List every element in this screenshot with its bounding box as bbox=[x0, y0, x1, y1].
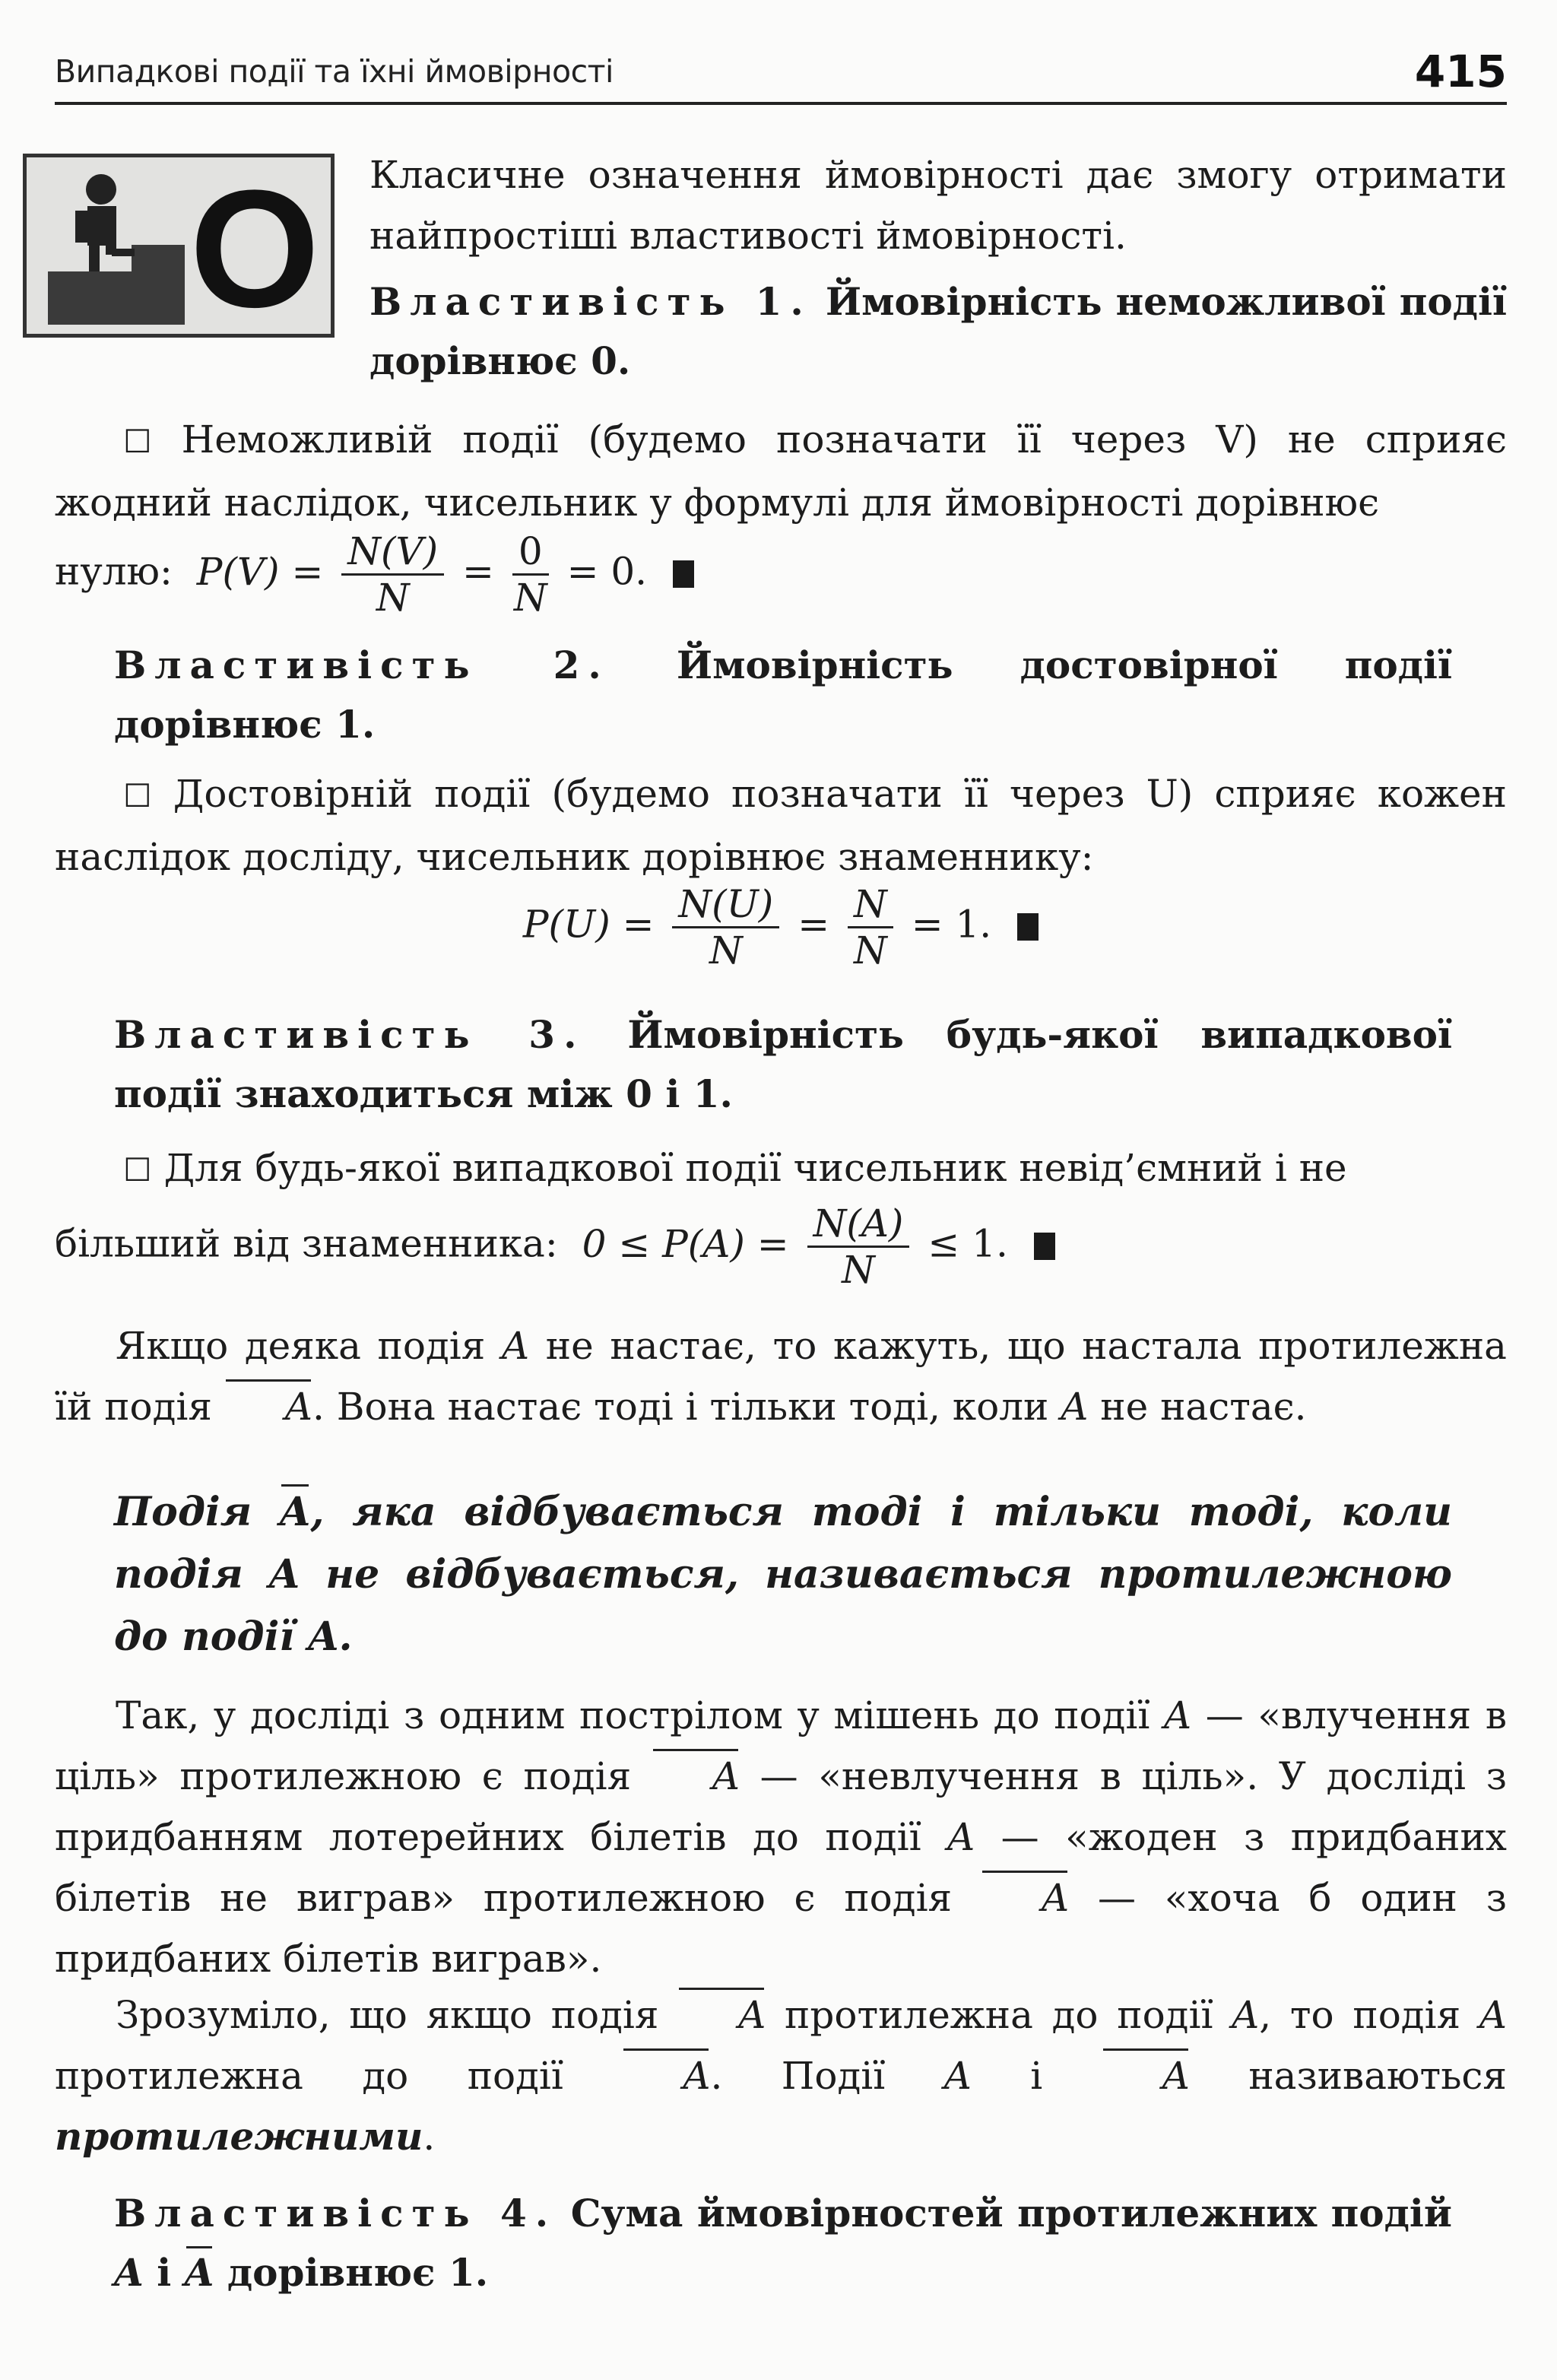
a-bar-symbol: A bbox=[652, 1746, 740, 1807]
study-icon bbox=[23, 154, 335, 338]
intro-paragraph: Класичне означення ймовірності дає змогу отримати найпростіші властивості ймовірності. bbox=[369, 153, 1507, 258]
proof-start-square-icon: ☐ bbox=[123, 1151, 152, 1188]
proof-end-square-icon bbox=[1017, 913, 1039, 941]
a-bar-symbol: A bbox=[224, 1376, 312, 1437]
opposite-event-intro: Якщо деяка подія A не настає, то кажуть, що настала протилежна їй подія A. Вона настає тоді і тільки тоді, коли A не настає. bbox=[55, 1315, 1507, 1437]
property-2-label: Властивість 2. bbox=[114, 643, 610, 687]
proof-1-text: Неможливій події (будемо позначати її через V) не сприяє жодний наслідок, чисельник у формулі для ймовірності дорівнює bbox=[55, 417, 1507, 525]
proof-end-square-icon bbox=[673, 560, 694, 588]
formula-2-lhs: P(U) = bbox=[522, 902, 655, 947]
fraction-nv-over-n: $\frac{N(V)}{N}$ bbox=[341, 529, 444, 620]
property-1-statement bbox=[369, 272, 1507, 391]
property-3-statement bbox=[114, 1005, 1452, 1124]
a-bar-symbol: A bbox=[280, 1481, 310, 1544]
formula-2-end: = 1. bbox=[911, 902, 992, 947]
term-opposite: протилежними bbox=[55, 2114, 423, 2159]
a-bar-symbol: A bbox=[185, 2243, 214, 2302]
a-bar-symbol: A bbox=[677, 1985, 766, 2045]
formula-1: нулю: P(V) = $\frac{N(V)}{N}$ = $\frac{0}{N}$ = 0. bbox=[55, 529, 1507, 620]
property-3-text: Ймовірність будь-якої випадкової події знаходиться між 0 і 1. bbox=[114, 1012, 1453, 1116]
opposite-event-definition: Подія A, яка відбувається тоді і тільки тоді, коли подія A не відбувається, називається протилежною до події A. bbox=[114, 1481, 1452, 1668]
a-bar-symbol: A bbox=[1102, 2045, 1190, 2106]
a-bar-symbol: A bbox=[622, 2045, 710, 2106]
section-title: Випадкові події та їхні ймовірності bbox=[55, 53, 614, 90]
page-number: 415 bbox=[1414, 46, 1507, 97]
formula-1-lhs: P(V) = bbox=[196, 549, 324, 594]
mutual-opposite-paragraph: Зрозуміло, що якщо подія A протилежна до події A, то подія A протилежна до події A. Події A і A називаються протилежними. bbox=[55, 1985, 1507, 2167]
proof-end-square-icon bbox=[1034, 1233, 1055, 1260]
formula-3-prefix: більший від знаменника: bbox=[55, 1221, 558, 1266]
property-3-label: Властивість 3. bbox=[114, 1012, 585, 1057]
property-2-statement bbox=[114, 636, 1452, 754]
examples-paragraph: Так, у досліді з одним пострілом у мішень до події A — «влучення в ціль» протилежною є подія A — «невлучення в ціль». У досліді з придбанням лотерейних білетів до події A — «жоден з придбаних білетів не виграв» протилежною є подія A — «хоча б один з придбаних білетів виграв». bbox=[55, 1693, 1507, 1981]
proof-2-text: Достовірній події (будемо позначати її через U) сприяє кожен наслідок досліду, чисельник дорівнює знаменнику: bbox=[55, 772, 1507, 879]
fraction-n-over-n: $\frac{N}{N}$ bbox=[848, 882, 893, 973]
person-climbing-stairs-icon bbox=[27, 157, 331, 334]
fraction-nu-over-n: $\frac{N(U)}{N}$ bbox=[672, 882, 779, 973]
formula-3 bbox=[55, 1201, 1507, 1292]
fraction-0-over-n: $\frac{0}{N}$ bbox=[512, 529, 549, 620]
property-2-proof bbox=[55, 763, 1507, 887]
property-2-text: Ймовірність достовірної події дорівнює 1. bbox=[114, 643, 1452, 747]
proof-start-square-icon: ☐ bbox=[123, 777, 152, 814]
running-header bbox=[55, 47, 1507, 105]
formula-1-prefix: нулю: bbox=[55, 549, 173, 594]
proof-start-square-icon: ☐ bbox=[123, 423, 152, 460]
property-4-statement: Властивість 4. Сума ймовірностей протилежних подій A і A дорівнює 1. bbox=[114, 2184, 1452, 2302]
formula-3-end: ≤ 1. bbox=[928, 1221, 1008, 1266]
letter-o: O bbox=[189, 157, 320, 334]
formula-2: P(U) = $\frac{N(U)}{N}$ = $\frac{N}{N}$ = 1. bbox=[55, 882, 1507, 973]
property-1-text: Ймовірність неможливої події дорівнює 0. bbox=[369, 279, 1507, 383]
formula-1-end: = 0. bbox=[566, 549, 648, 594]
property-4-label: Властивість 4. bbox=[114, 2191, 557, 2236]
property-3-proof bbox=[55, 1138, 1507, 1201]
property-1-proof bbox=[55, 409, 1507, 533]
proof-3-text: Для будь-якої випадкової події чисельник невід’ємний і не bbox=[163, 1146, 1347, 1190]
fraction-na-over-n: $\frac{N(A)}{N}$ bbox=[807, 1201, 910, 1292]
formula-3-lhs: 0 ≤ P(A) = bbox=[582, 1221, 789, 1266]
a-bar-symbol: A bbox=[981, 1868, 1069, 1928]
property-1-label: Властивість 1. bbox=[369, 279, 812, 324]
